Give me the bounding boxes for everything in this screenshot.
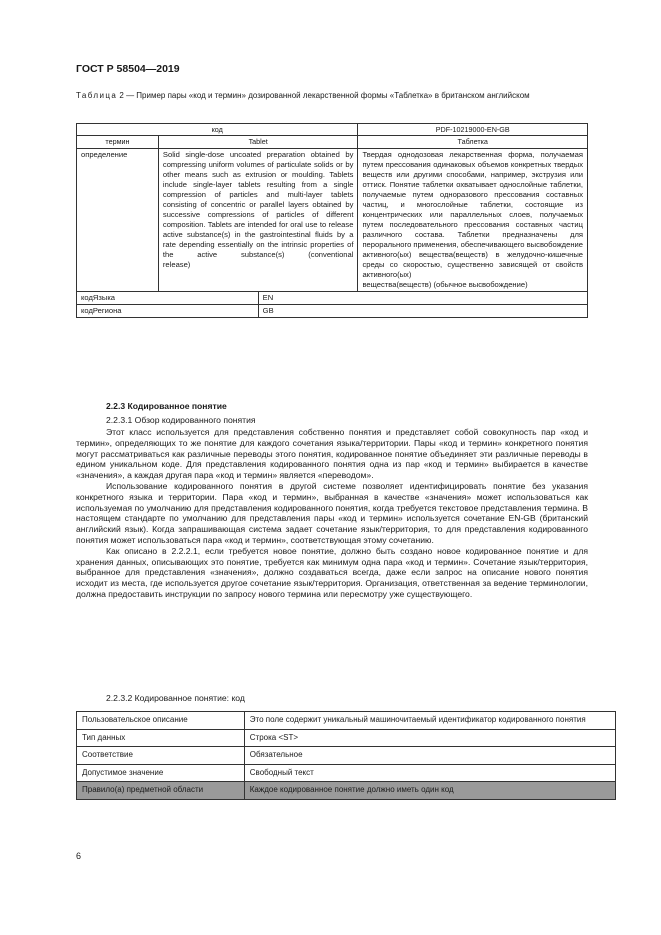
attribute-label: Пользовательское описание xyxy=(77,712,245,730)
paragraph-1: Этот класс используется для представления собственно понятия и представляет собой совокупность пар «код и термин», определяющих то же понятие для каждого сочетания языка/территории. Пары «код и термин» конкретного понятия могут рассматриваться как различные переводы этого понятия, кодированное понятие объединяет эти различные переводы в едином уникальном коде. Для представления кодированного понятия одна из пар «код и термин» выбирается в качестве «значения», а каждая другая пара «код и термин» является «переводом». xyxy=(76,427,588,481)
paragraph-2: Использование кодированного понятия в другой системе позволяет идентифицировать понятие без указания конкретного языка и территории. Пара «код и термин», выбранная в качестве «значения» может использоваться как используемая по умолчанию для представления кодированного понятия, когда требуется текстовое представления термина. В настоящем стандарте по умолчанию для представления пары «код и термин» используется сочетание EN-GB (британский английский язык). Когда запрашивающая система задает сочетание язык/территория, то для представления кодированного понятия может использоваться пара «код и термин», соответствующая этому сочетанию. xyxy=(76,480,588,545)
code-value: PDF-10219000-EN-GB xyxy=(358,124,588,136)
attribute-label: Допустимое значение xyxy=(77,764,245,782)
table-caption xyxy=(76,90,588,101)
page-number: 6 xyxy=(76,851,82,861)
definition-en-text: Solid single-dose uncoated preparation obtained by compressing uniform volumes of particulate solids or by other means such as extrusion or moulding. Tablets include single-layer tablets resulting from a single compression of particles and multi-layer tablets consisting of concentric or parallel layers obtained by successive compressions of particles of different composition. Tablets are intended for oral use to release active substance(s) in the gastrointestinal fluids by a rate depending essentially on the intrinsic properties of the active substance(s) (conventional xyxy=(162,149,354,259)
definition-en-last: release) xyxy=(162,259,191,269)
subsection-title: 2.2.3.2 Кодированное понятие: код xyxy=(106,693,245,703)
section-subtitle: 2.2.3.1 Обзор кодированного понятия xyxy=(106,415,256,425)
section-body xyxy=(76,427,588,600)
table-caption-label: Таблица xyxy=(76,91,118,100)
attribute-value: Обязательное xyxy=(244,747,615,765)
region-value: GB xyxy=(258,304,587,317)
attribute-row xyxy=(77,729,616,747)
code-label: код xyxy=(77,124,358,136)
definition-ru-text: Твердая однодозовая лекарственная форма, получаемая путем прессования одинаковых объемов конкретных твердых веществ или другими способами, например, экструзия или оттиск. Понятие таблетки охватывает однослойные таблетки, получаемые путем одноразового прессования составных частиц, и многослойные таблетки, состоящие из концентрических или параллельных слоев, получаемых путем последовательного прессования составных частиц различного состава. Таблетки предназначены для перорального применения, обеспечивающего высвобождение активного(ых) вещества(веществ) в желудочно-кишечные среды со скоростью, существенно зависящей от свойств активного(ых) xyxy=(362,149,583,279)
attribute-value: Свободный текст xyxy=(244,764,615,782)
definition-ru-last: вещества(веществ) (обычное высвобождение) xyxy=(362,279,528,289)
attribute-label: Правило(а) предметной области xyxy=(77,782,245,800)
document-header: ГОСТ Р 58504—2019 xyxy=(76,63,180,75)
attribute-row xyxy=(77,747,616,765)
region-label: кодРегиона xyxy=(77,304,259,317)
section-title: 2.2.3 Кодированное понятие xyxy=(106,401,227,411)
lang-label: кодЯзыка xyxy=(77,291,259,304)
attribute-value: Каждое кодированное понятие должно иметь один код xyxy=(244,782,615,800)
paragraph-3: Как описано в 2.2.2.1, если требуется новое понятие, должно быть создано новое кодированное понятие и для хранения данных, описывающих это понятие, требуется как минимум одна пара «код и термин». Сочетание язык/территория, выбранное для представления «значения», должно создаваться всегда, даже если запрос на описание нового понятия исходит из места, где используется другое сочетание язык/территория. Организация, ответственная за ведение терминологии, должна предоставить инструкции по запросу нового термина или пересмотру уже существующего. xyxy=(76,545,588,599)
definition-en xyxy=(158,148,358,291)
term-en: Tablet xyxy=(158,136,358,148)
definition-ru xyxy=(358,148,588,291)
attribute-row xyxy=(77,712,616,730)
code-term-table xyxy=(76,123,588,318)
lang-value: EN xyxy=(258,291,587,304)
attribute-row xyxy=(77,764,616,782)
attribute-row-highlighted xyxy=(77,782,616,800)
attribute-label: Соответствие xyxy=(77,747,245,765)
term-label: термин xyxy=(77,136,159,148)
term-ru: Таблетка xyxy=(358,136,588,148)
table-caption-text: 2 — Пример пары «код и термин» дозированной лекарственной формы «Таблетка» в британском английском xyxy=(119,91,530,100)
attribute-value: Строка <ST> xyxy=(244,729,615,747)
attribute-table xyxy=(76,711,616,800)
attribute-label: Тип данных xyxy=(77,729,245,747)
attribute-value: Это поле содержит уникальный машиночитаемый идентификатор кодированного понятия xyxy=(244,712,615,730)
definition-label: определение xyxy=(77,148,159,291)
